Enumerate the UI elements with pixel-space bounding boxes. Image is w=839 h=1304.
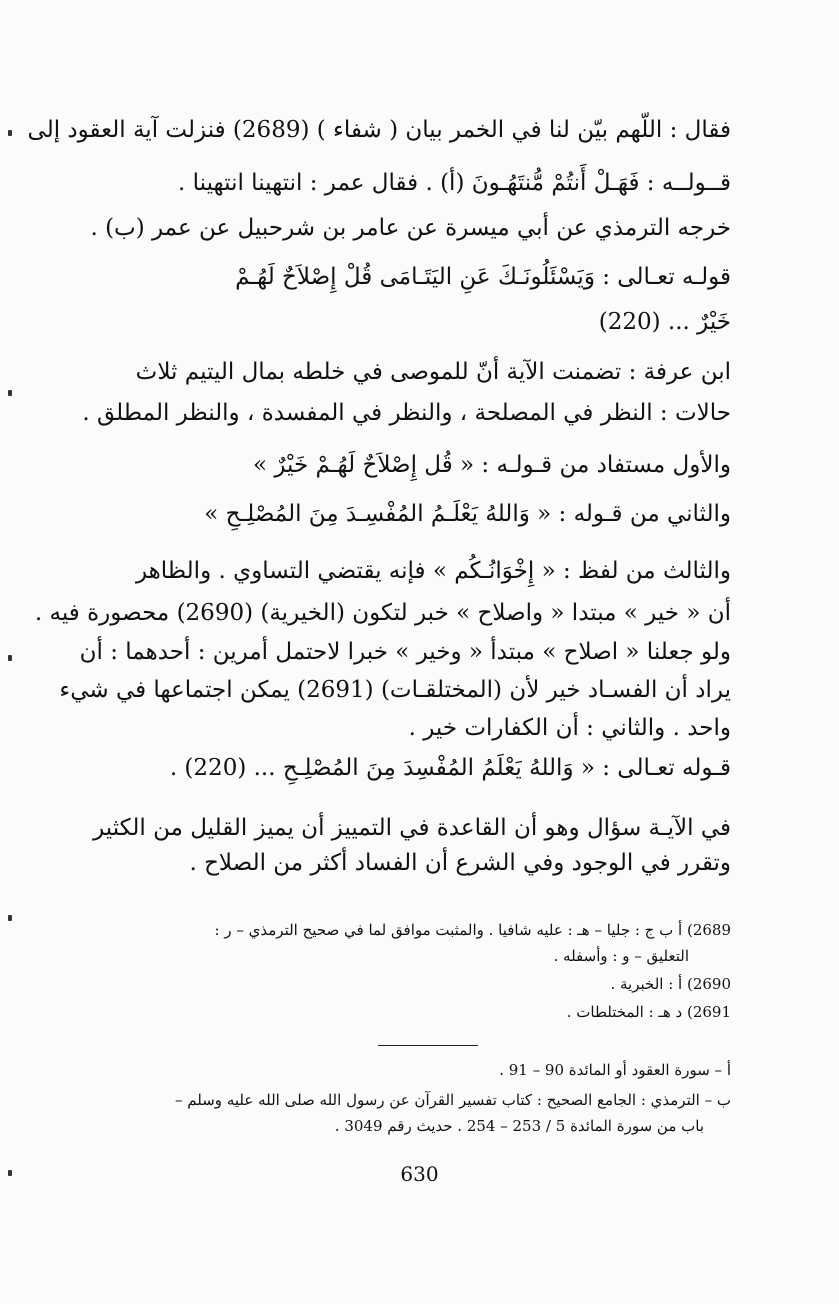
margin-mark [8, 390, 12, 396]
reference-line: باب من سورة المائدة 5 / 253 – 254 . حديث رقم 3049 . [334, 1117, 704, 1135]
margin-mark [8, 130, 12, 136]
body-line: ولو جعلنا « اصلاح » مبتدأ « وخير » خبرا لاحتمل أمرين : أحدهما : أن [79, 639, 731, 665]
body-line: والثالث من لفظ : « إِخْوَانُـكُم » فإنه يقتضي التساوي . والظاهر [135, 558, 731, 584]
page-number: 630 [400, 1162, 439, 1186]
margin-mark [8, 915, 12, 921]
body-line: واحد . والثاني : أن الكفارات خير . [408, 715, 731, 741]
footnote-line: 2690) أ : الخبرية . [610, 975, 731, 993]
footnote-line: 2691) د هـ : المختلطات . [566, 1003, 731, 1021]
reference-line: أ – سورة العقود أو المائدة 90 – 91 . [499, 1061, 731, 1079]
body-line: ابن عرفة : تضمنت الآية أنّ للموصى في خلطه بمال اليتيم ثلاث [135, 359, 731, 385]
body-line: والأول مستفاد من قـولـه : « قُل إِصْلاَحٌ لَهُـمْ خَيْرٌ » [252, 452, 731, 478]
body-line: وتقرر في الوجود وفي الشرع أن الفساد أكثر من الصلاح . [189, 850, 731, 876]
body-line: والثاني من قـوله : « وَاللهُ يَعْلَـمُ المُفْسِـدَ مِنَ المُصْلِـحِ » [204, 501, 731, 527]
body-line: في الآيـة سؤال وهو أن القاعدة في التمييز أن يميز القليل من الكثير [93, 815, 731, 841]
footnote-line: 2689) أ ب ج : جليا – هـ : عليه شافيا . والمثبت موافق لما في صحيح الترمذي – ر : [214, 921, 731, 939]
body-line: أن « خير » مبتدا « واصلاح » خبر لتكون (الخيرية) (2690) محصورة فيه . [34, 600, 731, 626]
body-line: خرجه الترمذي عن أبي ميسرة عن عامر بن شرحبيل عن عمر (ب) . [90, 215, 731, 241]
body-line: حالات : النظر في المصلحة ، والنظر في المفسدة ، والنظر المطلق . [82, 400, 731, 426]
body-line: قولـه تعـالى : وَيَسْئَلُونَـكَ عَنِ اليَتَـامَى قُلْ إِصْلاَحٌ لَهُـمْ [235, 264, 731, 290]
body-line: فقال : اللّهم بيّن لنا في الخمر بيان ( شفاء ) (2689) فنزلت آية العقود إلى [27, 117, 731, 143]
margin-mark [8, 655, 12, 661]
body-line: قــولــه : فَهَـلْ أَنتُمْ مُّنتَهُـونَ (أ) . فقال عمر : انتهينا انتهينا . [178, 170, 731, 196]
reference-line: ب – الترمذي : الجامع الصحيح : كتاب تفسير القرآن عن رسول الله صلى الله عليه وسلم – [175, 1091, 731, 1109]
body-line: قـوله تعـالى : « وَاللهُ يَعْلَمُ المُفْسِدَ مِنَ المُصْلِـحِ ... (220) . [169, 755, 731, 781]
footnote-line: التعليق – و : وأسفله . [553, 947, 689, 965]
footnote-divider [378, 1045, 478, 1046]
body-line: يراد أن الفسـاد خير لأن (المختلقـات) (2691) يمكن اجتماعها في شيء [59, 677, 731, 703]
body-line: خَيْرٌ ... (220) [598, 309, 731, 335]
